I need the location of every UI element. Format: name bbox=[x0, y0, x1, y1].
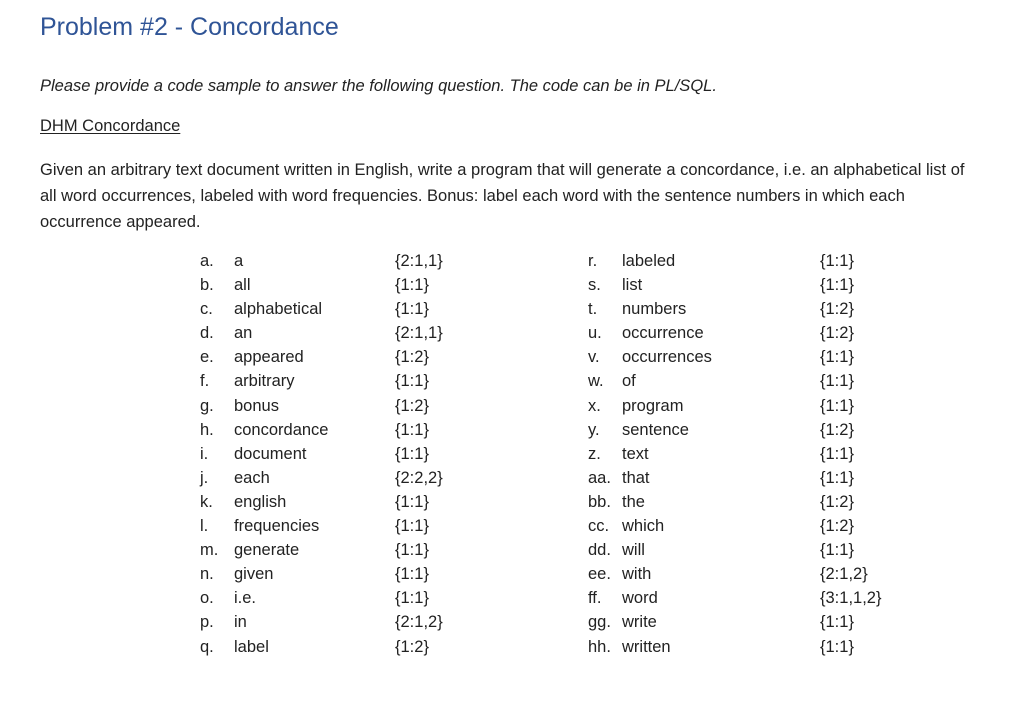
entry-frequency: {1:1} bbox=[395, 276, 429, 295]
entry-word: numbers bbox=[622, 300, 687, 319]
entry-marker: r. bbox=[588, 252, 598, 270]
entry-word: write bbox=[622, 613, 657, 632]
entry-marker: w. bbox=[588, 372, 604, 391]
entry-word: a bbox=[234, 252, 244, 270]
entry-word: document bbox=[234, 444, 307, 463]
entry-frequency: {1:1} bbox=[820, 444, 854, 463]
entry-marker: k. bbox=[200, 492, 213, 511]
entry-word: i.e. bbox=[234, 589, 257, 608]
entry-frequency: {1:2} bbox=[395, 637, 429, 656]
entry-word: labeled bbox=[622, 252, 676, 270]
entry-frequency: {2:1,2} bbox=[395, 613, 443, 632]
page-title: Problem #2 - Concordance bbox=[40, 13, 339, 41]
entry-word: frequencies bbox=[234, 517, 320, 536]
entry-marker: o. bbox=[200, 589, 214, 608]
entry-word: will bbox=[622, 541, 645, 560]
entry-word: label bbox=[234, 637, 269, 656]
entry-marker: hh. bbox=[588, 637, 611, 656]
entry-frequency: {1:1} bbox=[395, 517, 429, 536]
entry-frequency: {1:2} bbox=[395, 348, 429, 367]
entry-word: word bbox=[622, 589, 658, 608]
entry-word: english bbox=[234, 492, 287, 511]
entry-word: text bbox=[622, 444, 649, 463]
entry-marker: bb. bbox=[588, 492, 611, 511]
entry-marker: u. bbox=[588, 324, 602, 343]
entry-marker: g. bbox=[200, 396, 214, 415]
entry-frequency: {2:1,1} bbox=[395, 252, 443, 270]
entry-word: program bbox=[622, 396, 684, 415]
entry-frequency: {1:1} bbox=[820, 276, 854, 295]
entry-marker: cc. bbox=[588, 517, 610, 536]
entry-word: arbitrary bbox=[234, 372, 295, 391]
entry-frequency: {1:1} bbox=[820, 396, 854, 415]
entry-frequency: {2:1,2} bbox=[820, 565, 868, 584]
entry-frequency: {1:1} bbox=[820, 613, 854, 632]
entry-frequency: {2:2,2} bbox=[395, 468, 443, 487]
entry-frequency: {2:1,1} bbox=[395, 324, 443, 343]
entry-word: in bbox=[234, 613, 247, 632]
entry-frequency: {1:1} bbox=[820, 252, 854, 270]
entry-word: with bbox=[622, 565, 652, 584]
intro-text: Please provide a code sample to answer the following question. The code can be in PL/SQL. bbox=[40, 77, 717, 95]
entry-marker: d. bbox=[200, 324, 214, 343]
entry-word: written bbox=[622, 637, 671, 656]
entry-frequency: {1:1} bbox=[395, 492, 429, 511]
entry-frequency: {1:2} bbox=[395, 396, 429, 415]
entry-marker: i. bbox=[200, 444, 209, 463]
entry-frequency: {1:1} bbox=[395, 589, 429, 608]
entry-word: given bbox=[234, 565, 274, 584]
entry-word: each bbox=[234, 468, 270, 487]
entry-marker: b. bbox=[200, 276, 214, 295]
entry-marker: l. bbox=[200, 517, 209, 536]
entry-marker: t. bbox=[588, 300, 598, 319]
entry-marker: s. bbox=[588, 276, 601, 295]
entry-frequency: {1:1} bbox=[820, 541, 854, 560]
entry-marker: m. bbox=[200, 541, 219, 560]
entry-frequency: {1:1} bbox=[395, 541, 429, 560]
entry-word: sentence bbox=[622, 420, 689, 439]
entry-word: list bbox=[622, 276, 643, 295]
entry-marker: x. bbox=[588, 396, 601, 415]
entry-frequency: {1:2} bbox=[820, 324, 854, 343]
entry-frequency: {1:1} bbox=[820, 468, 854, 487]
entry-frequency: {1:2} bbox=[820, 492, 854, 511]
entry-frequency: {1:2} bbox=[820, 420, 854, 439]
entry-marker: ff. bbox=[588, 589, 602, 608]
entry-frequency: {1:1} bbox=[395, 372, 429, 391]
entry-word: of bbox=[622, 372, 636, 391]
entry-frequency: {1:1} bbox=[820, 637, 854, 656]
entry-marker: h. bbox=[200, 420, 214, 439]
entry-frequency: {1:1} bbox=[395, 444, 429, 463]
entry-word: bonus bbox=[234, 396, 279, 415]
entry-word: that bbox=[622, 468, 650, 487]
entry-marker: z. bbox=[588, 444, 601, 463]
entry-marker: j. bbox=[200, 468, 209, 487]
section-heading: DHM Concordance bbox=[40, 117, 181, 135]
entry-marker: a. bbox=[200, 252, 214, 270]
entry-word: an bbox=[234, 324, 253, 343]
entry-frequency: {1:2} bbox=[820, 300, 854, 319]
entry-frequency: {1:1} bbox=[820, 348, 854, 367]
entry-marker: aa. bbox=[588, 468, 611, 487]
entry-word: occurrence bbox=[622, 324, 704, 343]
entry-marker: ee. bbox=[588, 565, 611, 584]
entry-marker: e. bbox=[200, 348, 214, 367]
entry-frequency: {1:1} bbox=[820, 372, 854, 391]
entry-marker: gg. bbox=[588, 613, 611, 632]
entry-frequency: {1:1} bbox=[395, 420, 429, 439]
entry-frequency: {1:1} bbox=[395, 300, 429, 319]
entry-marker: f. bbox=[200, 372, 210, 391]
entry-marker: dd. bbox=[588, 541, 611, 560]
entry-word: alphabetical bbox=[234, 300, 323, 319]
problem-description: Given an arbitrary text document written in English, write a program that will generate a concordance, i.e. an alphabetical list of all word occurrences, labeled with word frequencies. Bonus: label each word with the sentence numbers in which each occurrence appeared. bbox=[40, 161, 965, 231]
entry-word: appeared bbox=[234, 348, 304, 367]
entry-word: the bbox=[622, 492, 645, 511]
entry-word: concordance bbox=[234, 420, 329, 439]
entry-frequency: {1:2} bbox=[820, 517, 854, 536]
entry-marker: y. bbox=[588, 420, 600, 439]
entry-frequency: {1:1} bbox=[395, 565, 429, 584]
entry-marker: v. bbox=[588, 348, 600, 367]
entry-marker: p. bbox=[200, 613, 214, 632]
entry-word: which bbox=[622, 517, 665, 536]
entry-marker: q. bbox=[200, 637, 214, 656]
entry-frequency: {3:1,1,2} bbox=[820, 589, 882, 608]
entry-word: occurrences bbox=[622, 348, 712, 367]
entry-marker: c. bbox=[200, 300, 213, 319]
entry-word: all bbox=[234, 276, 251, 295]
entry-marker: n. bbox=[200, 565, 214, 584]
entry-word: generate bbox=[234, 541, 300, 560]
